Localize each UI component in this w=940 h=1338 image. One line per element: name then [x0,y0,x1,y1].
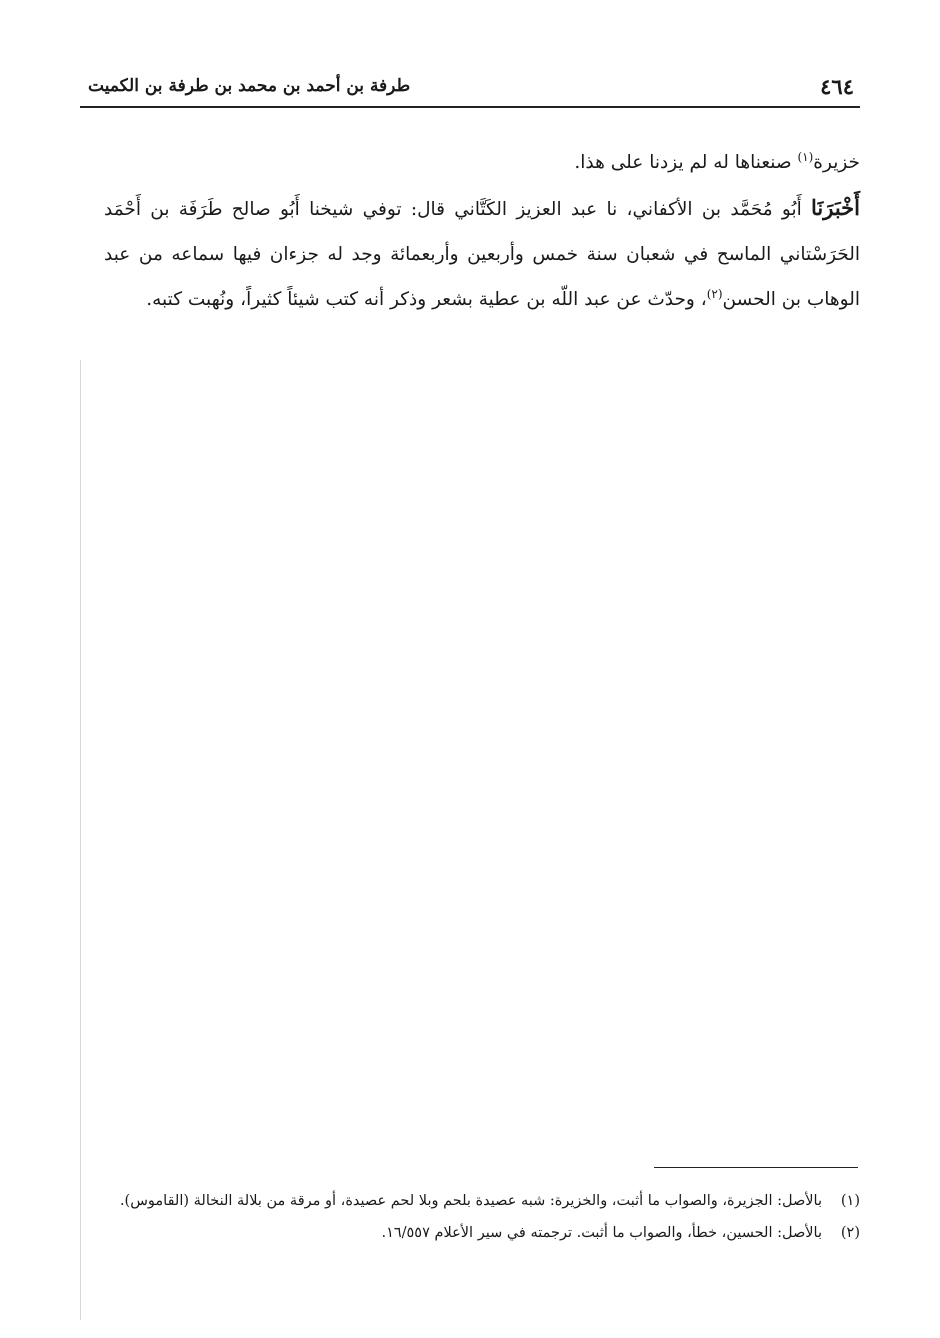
footnote-reference-1: (١) [797,149,814,164]
footnote-number: (١) [840,1193,860,1209]
footnote-divider [654,1167,858,1168]
footnote-1 [104,1187,860,1216]
text-segment: صنعناها له لم يزدنا على هذا. [574,152,798,173]
page-edge-line [80,360,81,1320]
footnote-text: بالأصل: الجزيرة، والصواب ما أثبت، والخزيرة: شبه عصيدة بلحم وبلا لحم عصيدة، أو مرقة من بلالة النخالة (القاموس). [119,1193,822,1209]
footnote-2 [104,1219,860,1248]
paragraph-2 [104,185,860,322]
text-segment: خزيرة [813,152,860,173]
narration-keyword: أَخْبَرَنَا [811,195,860,220]
page-number: ٤٦٤ [820,74,854,99]
footnote-text: بالأصل: الحسين، خطأ، والصواب ما أثبت. ترجمته في سير الأعلام ١٦/٥٥٧. [381,1225,822,1241]
text-segment: ، وحدّث عن عبد اللّه بن عطية بشعر وذكر أنه كتب شيئاً كثيراً، ونُهبت كتبه. [146,289,707,310]
footnotes [104,1187,860,1251]
running-title: طرفة بن أحمد بن محمد بن طرفة بن الكميت [88,76,411,96]
text-segment: أَبُو مُحَمَّد بن الأكفاني، نا عبد العزيز الكَتَّاني قال: توفي شيخنا أَبُو صالح طَرَفَة بن أَحْمَد الحَرَسْتاني الماسح في شعبان سنة خمس وأربعين وأربعمائة وجد له جزءان فيها سماعه من عبد الوهاب بن الحسن [104,199,860,310]
running-header [80,68,860,108]
footnote-number: (٢) [840,1225,860,1241]
paragraph-1 [104,140,860,185]
header-divider [80,106,860,108]
main-text [104,140,860,322]
footnote-reference-2: (٢) [706,286,723,301]
